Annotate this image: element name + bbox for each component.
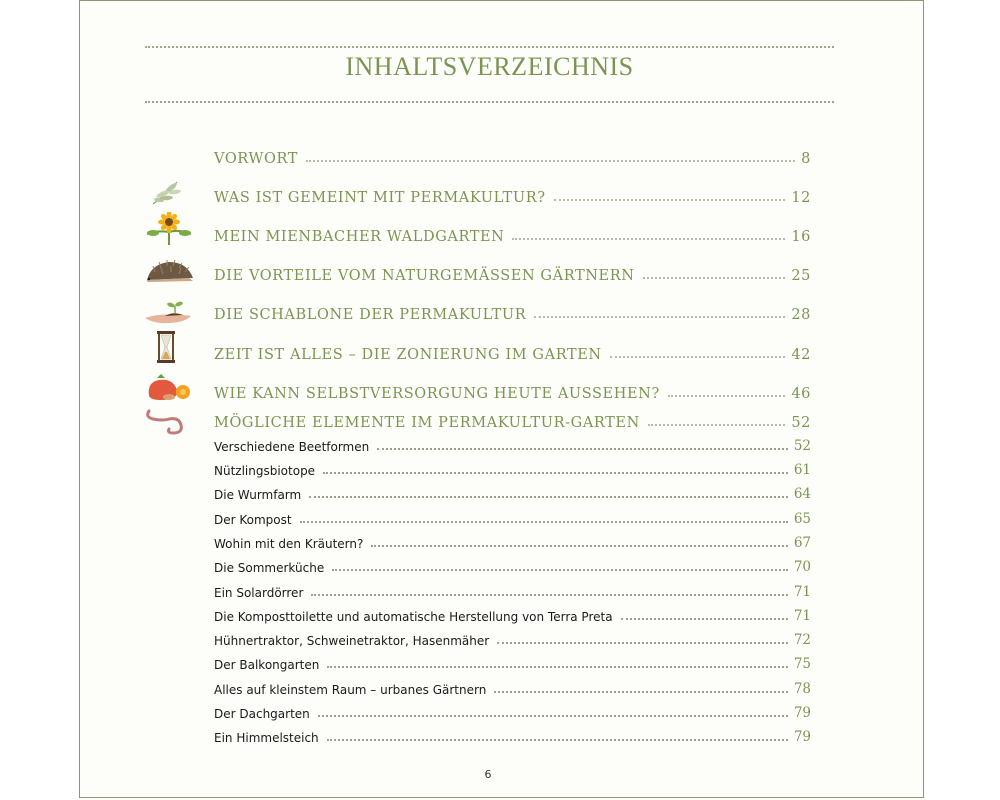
subentry-page: 71 [793, 608, 811, 624]
earthworm-icon [143, 405, 195, 439]
chapter-page: 42 [791, 347, 811, 363]
subentry-title: Hühnertraktor, Schweinetraktor, Hasenmäher [214, 634, 490, 648]
subentry-title: Der Dachgarten [214, 707, 310, 721]
dot-leader [371, 545, 787, 547]
toc-subentry[interactable] [214, 507, 811, 527]
chapter-title: VORWORT [214, 151, 299, 167]
chapter-page: 46 [791, 386, 811, 402]
subentry-title: Nützlingsbiotope [214, 464, 316, 478]
dot-leader [554, 199, 786, 201]
chapter-title: DIE VORTEILE VOM NATURGEMÄSSEN GÄRTNERN [214, 268, 635, 284]
subentry-page: 65 [793, 511, 811, 527]
chapter-page: 52 [791, 415, 811, 431]
toc-chapter[interactable] [214, 182, 811, 206]
subentry-page: 71 [793, 584, 811, 600]
toc-subentry[interactable] [214, 458, 811, 478]
subentry-page: 67 [793, 535, 811, 551]
chapter-title: MÖGLICHE ELEMENTE IM PERMAKULTUR-GARTEN [214, 415, 640, 431]
subentry-title: Verschiedene Beetformen [214, 440, 370, 454]
sunflower-icon [143, 212, 195, 246]
hourglass-icon [143, 330, 195, 364]
subentry-title: Die Komposttoilette und automatische Herstellung von Terra Preta [214, 610, 613, 624]
toc-subentry[interactable] [214, 652, 811, 672]
toc-chapter[interactable] [214, 378, 811, 402]
subentry-title: Die Sommerküche [214, 561, 325, 575]
toc-chapter[interactable] [214, 299, 811, 323]
toc-subentry[interactable] [214, 434, 811, 454]
subentry-title: Der Kompost [214, 513, 292, 527]
toc-subentry[interactable] [214, 628, 811, 648]
dot-leader [648, 424, 785, 426]
subentry-title: Alles auf kleinstem Raum – urbanes Gärtnern [214, 683, 487, 697]
subentry-page: 79 [793, 729, 811, 745]
toc-chapter[interactable] [214, 260, 811, 284]
dot-leader [610, 356, 786, 358]
subentry-title: Die Wurmfarm [214, 488, 302, 502]
dot-leader [377, 448, 788, 450]
page-title: INHALTSVERZEICHNIS [345, 52, 634, 81]
subentry-page: 52 [793, 438, 811, 454]
chapter-page: 8 [801, 151, 811, 167]
bottom-dotted-rule [145, 101, 834, 103]
toc-subentry[interactable] [214, 725, 811, 745]
toc-subentry[interactable] [214, 531, 811, 551]
dot-leader [327, 666, 787, 668]
toc-chapter[interactable] [214, 221, 811, 245]
leaf-sprig-icon [143, 176, 195, 210]
chapter-title: MEIN MIENBACHER WALDGARTEN [214, 229, 505, 245]
toc-subentry[interactable] [214, 482, 811, 502]
toc-subentry[interactable] [214, 604, 811, 624]
chapter-title: WIE KANN SELBSTVERSORGUNG HEUTE AUSSEHEN? [214, 386, 660, 402]
toc-subentry[interactable] [214, 555, 811, 575]
subentry-page: 70 [793, 559, 811, 575]
chapter-title: WAS IST GEMEINT MIT PERMAKULTUR? [214, 190, 546, 206]
page-number: 6 [484, 768, 492, 781]
chapter-page: 25 [791, 268, 811, 284]
chapter-page: 12 [791, 190, 811, 206]
subentry-title: Ein Solardörrer [214, 586, 304, 600]
subentry-title: Der Balkongarten [214, 658, 320, 672]
toc-chapter[interactable] [214, 143, 811, 167]
dot-leader [332, 569, 788, 571]
subentry-title: Ein Himmelsteich [214, 731, 319, 745]
dot-leader [643, 277, 786, 279]
dot-leader [497, 642, 788, 644]
dot-leader [534, 316, 785, 318]
hands-seedling-icon [143, 294, 195, 328]
toc-chapter[interactable] [214, 339, 811, 363]
subentry-page: 75 [793, 656, 811, 672]
dot-leader [327, 739, 788, 741]
chapter-title: ZEIT IST ALLES – DIE ZONIERUNG IM GARTEN [214, 347, 602, 363]
dot-leader [512, 238, 785, 240]
dot-leader [306, 160, 795, 162]
toc-subentry[interactable] [214, 580, 811, 600]
subentry-page: 61 [793, 462, 811, 478]
chapter-page: 16 [791, 229, 811, 245]
chapter-title: DIE SCHABLONE DER PERMAKULTUR [214, 307, 527, 323]
subentry-page: 72 [793, 632, 811, 648]
toc-chapter[interactable] [214, 407, 811, 431]
dot-leader [494, 691, 788, 693]
dot-leader [309, 496, 788, 498]
dot-leader [311, 594, 787, 596]
dot-leader [668, 395, 786, 397]
toc-subentry[interactable] [214, 677, 811, 697]
vegetables-icon [143, 370, 195, 404]
top-dotted-rule [145, 46, 834, 48]
dot-leader [621, 618, 788, 620]
subentry-page: 64 [793, 486, 811, 502]
toc-subentry[interactable] [214, 701, 811, 721]
dot-leader [323, 472, 788, 474]
dot-leader [318, 715, 788, 717]
dot-leader [300, 521, 788, 523]
subentry-page: 78 [793, 681, 811, 697]
chapter-page: 28 [791, 307, 811, 323]
hedgehog-icon [143, 254, 195, 288]
subentry-title: Wohin mit den Kräutern? [214, 537, 364, 551]
subentry-page: 79 [793, 705, 811, 721]
